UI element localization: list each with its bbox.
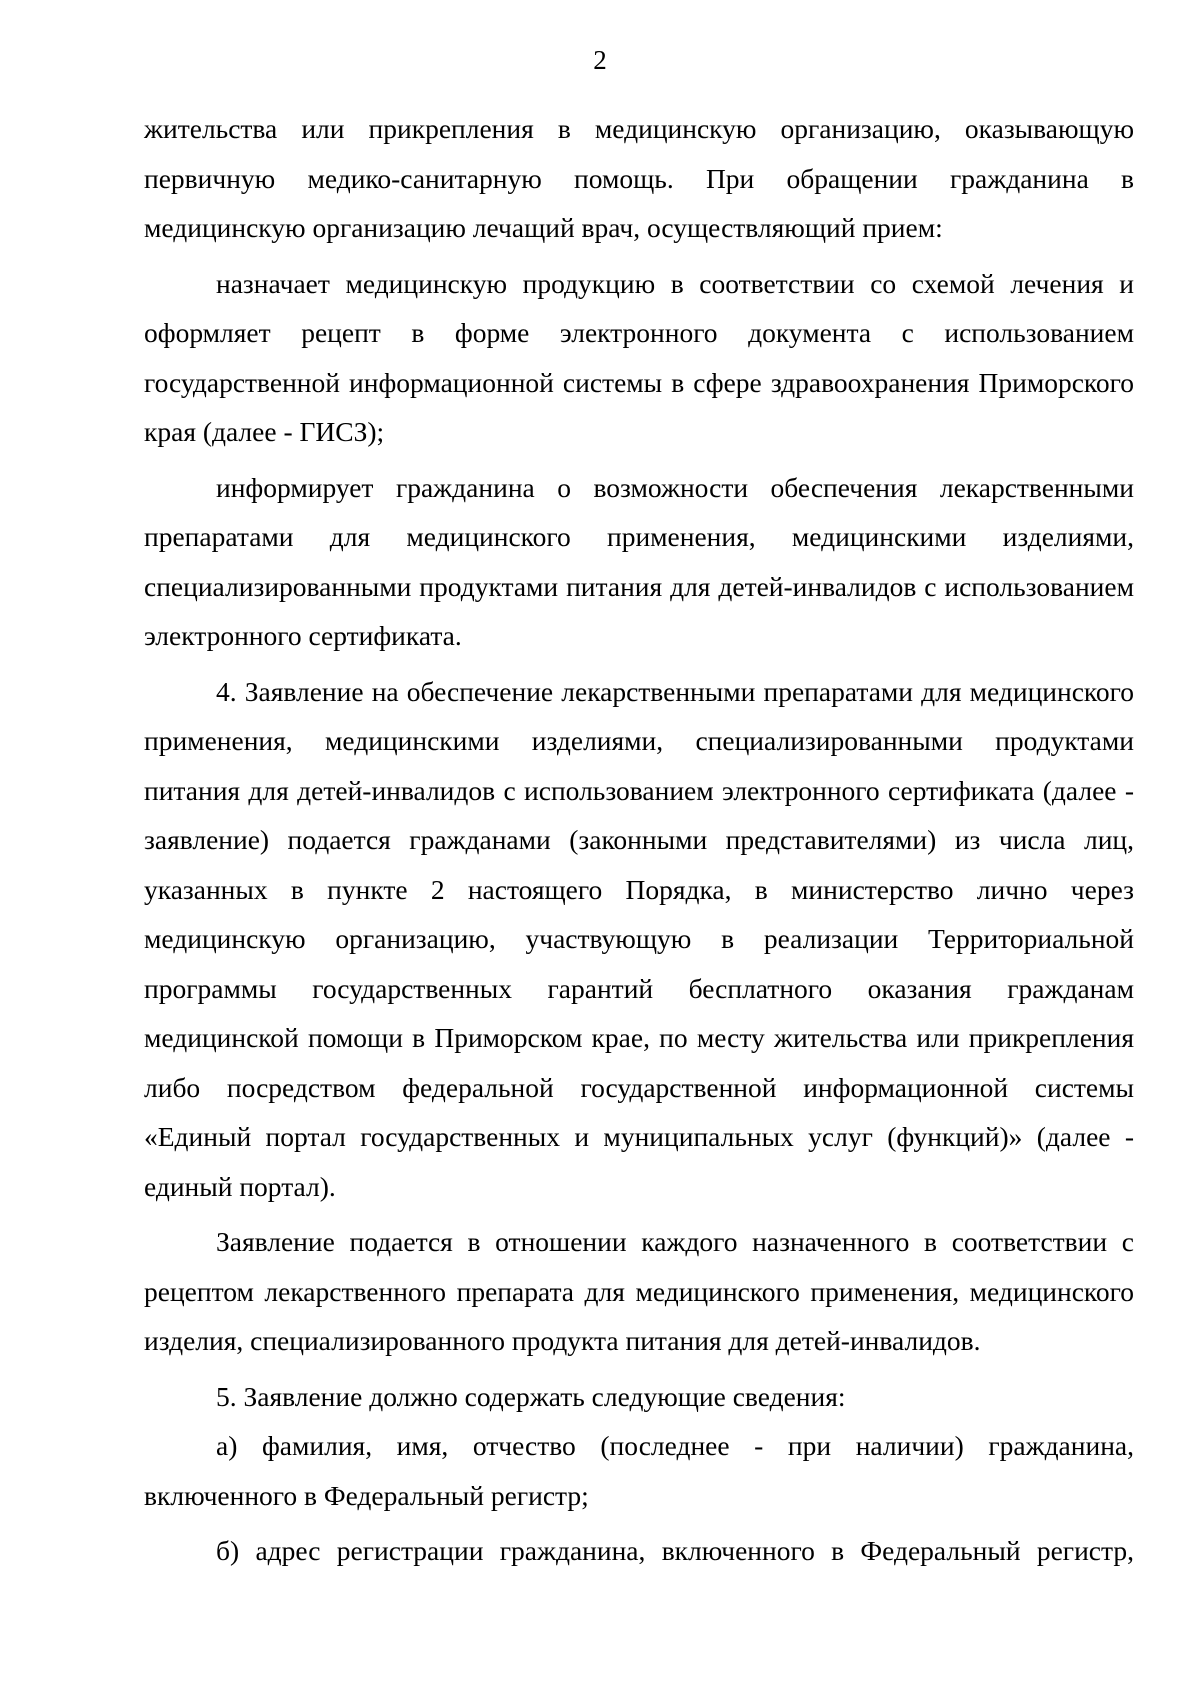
document-body <box>144 104 1134 1576</box>
paragraph-item-b: б) адрес регистрации гражданина, включенного в Федеральный регистр, <box>216 1535 1134 1566</box>
paragraph-continuation: жительства или прикрепления в медицинскую организацию, оказывающую первичную медико-санитарную помощь. При обращении гражданина в медицинскую организацию лечащий врач, осуществляющий прием: <box>144 113 1134 243</box>
paragraph-application-submission: Заявление подается в отношении каждого назначенного в соответствии с рецептом лекарственного препарата для медицинского применения, медицинского изделия, специализированного продукта питания для детей-инвалидов. <box>144 1226 1134 1356</box>
paragraph-item-a: а) фамилия, имя, отчество (последнее - при наличии) гражданина, включенного в Федеральный регистр; <box>144 1430 1134 1511</box>
paragraph-clause-4: 4. Заявление на обеспечение лекарственными препаратами для медицинского применения, медицинскими изделиями, специализированными продуктами питания для детей-инвалидов с использованием электронного сертификата (далее - заявление) подается гражданами (законными представителями) из числа лиц, указанных в пункте 2 настоящего Порядка, в министерство лично через медицинскую организацию, участвующую в реализации Территориальной программы государственных гарантий бесплатного оказания гражданам медицинской помощи в Приморском крае, по месту жительства или прикрепления либо посредством федеральной государственной информационной системы «Единый портал государственных и муниципальных услуг (функций)» (далее - единый портал). <box>144 675 1134 1202</box>
page-number: 2 <box>593 45 607 75</box>
paragraph-prescription: назначает медицинскую продукцию в соответствии со схемой лечения и оформляет рецепт в форме электронного документа с использованием государственной информационной системы в сфере здравоохранения Приморского края (далее - ГИСЗ); <box>144 267 1134 447</box>
paragraph-informs: информирует гражданина о возможности обеспечения лекарственными препаратами для медицинского применения, медицинскими изделиями, специализированными продуктами питания для детей-инвалидов с использованием электронного сертификата. <box>144 471 1134 651</box>
paragraph-clause-5: 5. Заявление должно содержать следующие сведения: <box>216 1380 846 1412</box>
